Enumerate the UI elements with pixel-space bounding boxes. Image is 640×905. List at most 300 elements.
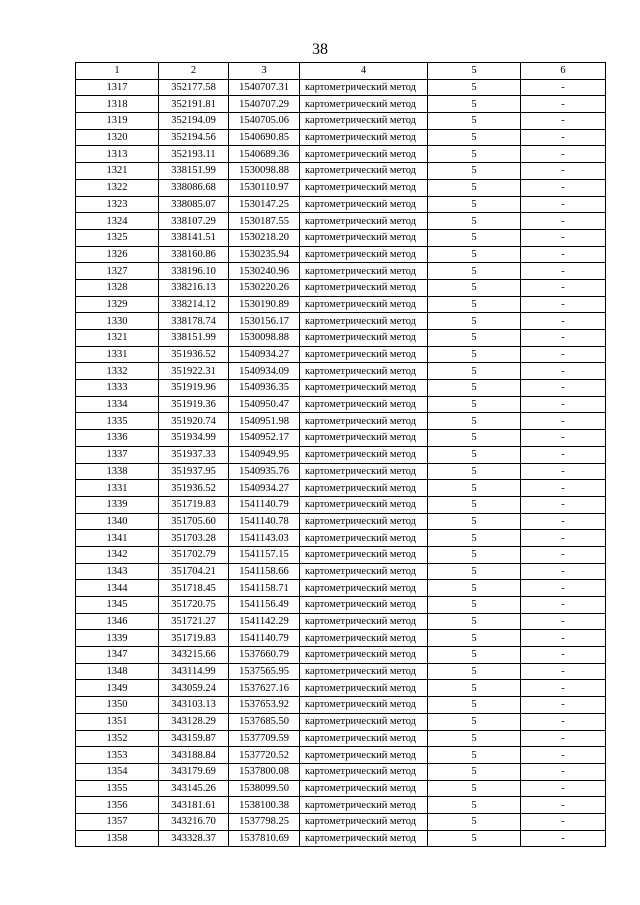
cell-description: - xyxy=(521,213,606,230)
table-row xyxy=(76,480,606,497)
cell-description: - xyxy=(521,229,606,246)
cell-y: 1540934.09 xyxy=(229,363,300,380)
cell-x: 351719.83 xyxy=(159,496,229,513)
table-row xyxy=(76,747,606,764)
cell-accuracy: 5 xyxy=(428,480,521,497)
cell-accuracy: 5 xyxy=(428,246,521,263)
cell-y: 1537798.25 xyxy=(229,813,300,830)
cell-method: картометрический метод xyxy=(300,730,428,747)
cell-accuracy: 5 xyxy=(428,797,521,814)
cell-accuracy: 5 xyxy=(428,630,521,647)
cell-x: 338151.99 xyxy=(159,330,229,347)
cell-description: - xyxy=(521,463,606,480)
cell-x: 351718.45 xyxy=(159,580,229,597)
cell-y: 1537660.79 xyxy=(229,647,300,664)
cell-accuracy: 5 xyxy=(428,96,521,113)
cell-accuracy: 5 xyxy=(428,179,521,196)
page-number: 38 xyxy=(312,41,328,58)
cell-x: 351721.27 xyxy=(159,613,229,630)
cell-x: 351719.83 xyxy=(159,630,229,647)
cell-description: - xyxy=(521,580,606,597)
table-row xyxy=(76,797,606,814)
cell-method: картометрический метод xyxy=(300,279,428,296)
cell-accuracy: 5 xyxy=(428,763,521,780)
cell-accuracy: 5 xyxy=(428,647,521,664)
table-row xyxy=(76,730,606,747)
cell-accuracy: 5 xyxy=(428,663,521,680)
cell-point-number: 1318 xyxy=(76,96,159,113)
table-row xyxy=(76,146,606,163)
cell-description: - xyxy=(521,79,606,96)
cell-method: картометрический метод xyxy=(300,630,428,647)
cell-x: 351704.21 xyxy=(159,563,229,580)
cell-x: 338160.86 xyxy=(159,246,229,263)
table-row xyxy=(76,680,606,697)
cell-point-number: 1325 xyxy=(76,229,159,246)
cell-y: 1540707.31 xyxy=(229,79,300,96)
cell-accuracy: 5 xyxy=(428,613,521,630)
table-row xyxy=(76,229,606,246)
table-row xyxy=(76,830,606,847)
cell-x: 343215.66 xyxy=(159,647,229,664)
cell-method: картометрический метод xyxy=(300,663,428,680)
cell-description: - xyxy=(521,146,606,163)
cell-accuracy: 5 xyxy=(428,496,521,513)
cell-y: 1530187.55 xyxy=(229,213,300,230)
cell-x: 338107.29 xyxy=(159,213,229,230)
cell-x: 338216.13 xyxy=(159,279,229,296)
cell-description: - xyxy=(521,530,606,547)
cell-method: картометрический метод xyxy=(300,813,428,830)
cell-description: - xyxy=(521,763,606,780)
cell-accuracy: 5 xyxy=(428,513,521,530)
cell-accuracy: 5 xyxy=(428,530,521,547)
cell-point-number: 1353 xyxy=(76,747,159,764)
cell-accuracy: 5 xyxy=(428,146,521,163)
cell-y: 1540934.27 xyxy=(229,346,300,363)
cell-description: - xyxy=(521,113,606,130)
cell-method: картометрический метод xyxy=(300,96,428,113)
cell-x: 343328.37 xyxy=(159,830,229,847)
table-row xyxy=(76,763,606,780)
cell-point-number: 1341 xyxy=(76,530,159,547)
cell-description: - xyxy=(521,330,606,347)
cell-y: 1537709.59 xyxy=(229,730,300,747)
cell-description: - xyxy=(521,747,606,764)
cell-point-number: 1324 xyxy=(76,213,159,230)
cell-accuracy: 5 xyxy=(428,697,521,714)
cell-method: картометрический метод xyxy=(300,246,428,263)
cell-accuracy: 5 xyxy=(428,346,521,363)
table-row xyxy=(76,697,606,714)
cell-accuracy: 5 xyxy=(428,747,521,764)
cell-point-number: 1339 xyxy=(76,496,159,513)
table-row xyxy=(76,113,606,130)
cell-y: 1537565.95 xyxy=(229,663,300,680)
table-row xyxy=(76,396,606,413)
cell-y: 1541143.03 xyxy=(229,530,300,547)
cell-x: 352191.81 xyxy=(159,96,229,113)
cell-accuracy: 5 xyxy=(428,813,521,830)
cell-description: - xyxy=(521,830,606,847)
cell-method: картометрический метод xyxy=(300,597,428,614)
cell-description: - xyxy=(521,246,606,263)
cell-y: 1530098.88 xyxy=(229,163,300,180)
cell-x: 351937.33 xyxy=(159,446,229,463)
table-row xyxy=(76,330,606,347)
cell-x: 352193.11 xyxy=(159,146,229,163)
cell-point-number: 1323 xyxy=(76,196,159,213)
column-header-x: 2 xyxy=(159,63,229,80)
cell-point-number: 1355 xyxy=(76,780,159,797)
cell-x: 343159.87 xyxy=(159,730,229,747)
cell-method: картометрический метод xyxy=(300,346,428,363)
cell-accuracy: 5 xyxy=(428,196,521,213)
cell-method: картометрический метод xyxy=(300,179,428,196)
table-row xyxy=(76,296,606,313)
cell-method: картометрический метод xyxy=(300,680,428,697)
cell-point-number: 1340 xyxy=(76,513,159,530)
cell-description: - xyxy=(521,496,606,513)
cell-description: - xyxy=(521,263,606,280)
cell-method: картометрический метод xyxy=(300,613,428,630)
cell-y: 1540950.47 xyxy=(229,396,300,413)
cell-point-number: 1338 xyxy=(76,463,159,480)
cell-y: 1540936.35 xyxy=(229,380,300,397)
cell-accuracy: 5 xyxy=(428,113,521,130)
cell-y: 1541142.29 xyxy=(229,613,300,630)
cell-description: - xyxy=(521,563,606,580)
cell-description: - xyxy=(521,513,606,530)
table-row xyxy=(76,713,606,730)
cell-description: - xyxy=(521,730,606,747)
cell-accuracy: 5 xyxy=(428,780,521,797)
cell-description: - xyxy=(521,296,606,313)
cell-method: картометрический метод xyxy=(300,513,428,530)
cell-method: картометрический метод xyxy=(300,229,428,246)
cell-method: картометрический метод xyxy=(300,79,428,96)
cell-description: - xyxy=(521,380,606,397)
cell-description: - xyxy=(521,346,606,363)
cell-point-number: 1348 xyxy=(76,663,159,680)
cell-method: картометрический метод xyxy=(300,446,428,463)
cell-method: картометрический метод xyxy=(300,747,428,764)
cell-x: 351703.28 xyxy=(159,530,229,547)
cell-description: - xyxy=(521,813,606,830)
cell-y: 1540951.98 xyxy=(229,413,300,430)
cell-y: 1530218.20 xyxy=(229,229,300,246)
cell-method: картометрический метод xyxy=(300,546,428,563)
cell-method: картометрический метод xyxy=(300,363,428,380)
cell-point-number: 1336 xyxy=(76,430,159,447)
cell-y: 1530240.96 xyxy=(229,263,300,280)
table-row xyxy=(76,163,606,180)
table-row xyxy=(76,313,606,330)
cell-method: картометрический метод xyxy=(300,780,428,797)
cell-y: 1541157.15 xyxy=(229,546,300,563)
cell-y: 1537685.50 xyxy=(229,713,300,730)
cell-method: картометрический метод xyxy=(300,480,428,497)
table-row xyxy=(76,597,606,614)
cell-method: картометрический метод xyxy=(300,380,428,397)
cell-accuracy: 5 xyxy=(428,396,521,413)
table-row xyxy=(76,430,606,447)
cell-description: - xyxy=(521,430,606,447)
cell-method: картометрический метод xyxy=(300,113,428,130)
cell-x: 343216.70 xyxy=(159,813,229,830)
cell-point-number: 1352 xyxy=(76,730,159,747)
cell-description: - xyxy=(521,163,606,180)
cell-point-number: 1321 xyxy=(76,330,159,347)
cell-y: 1537627.16 xyxy=(229,680,300,697)
cell-y: 1541158.71 xyxy=(229,580,300,597)
cell-description: - xyxy=(521,196,606,213)
cell-point-number: 1351 xyxy=(76,713,159,730)
cell-method: картометрический метод xyxy=(300,129,428,146)
cell-x: 343179.69 xyxy=(159,763,229,780)
cell-point-number: 1346 xyxy=(76,613,159,630)
cell-method: картометрический метод xyxy=(300,563,428,580)
cell-y: 1541140.79 xyxy=(229,496,300,513)
cell-x: 352194.09 xyxy=(159,113,229,130)
table-row xyxy=(76,246,606,263)
cell-point-number: 1337 xyxy=(76,446,159,463)
table-row xyxy=(76,513,606,530)
cell-point-number: 1317 xyxy=(76,79,159,96)
cell-description: - xyxy=(521,797,606,814)
cell-description: - xyxy=(521,396,606,413)
cell-method: картометрический метод xyxy=(300,496,428,513)
table-row xyxy=(76,79,606,96)
cell-accuracy: 5 xyxy=(428,730,521,747)
cell-point-number: 1343 xyxy=(76,563,159,580)
cell-x: 351720.75 xyxy=(159,597,229,614)
cell-point-number: 1350 xyxy=(76,697,159,714)
cell-accuracy: 5 xyxy=(428,296,521,313)
table-row xyxy=(76,780,606,797)
cell-point-number: 1356 xyxy=(76,797,159,814)
table-body xyxy=(76,79,606,847)
cell-accuracy: 5 xyxy=(428,580,521,597)
cell-point-number: 1342 xyxy=(76,546,159,563)
cell-x: 351936.52 xyxy=(159,480,229,497)
cell-x: 343145.26 xyxy=(159,780,229,797)
cell-accuracy: 5 xyxy=(428,229,521,246)
table-row xyxy=(76,563,606,580)
table-row xyxy=(76,179,606,196)
cell-y: 1540935.76 xyxy=(229,463,300,480)
table-row xyxy=(76,346,606,363)
cell-method: картометрический метод xyxy=(300,413,428,430)
table-row xyxy=(76,263,606,280)
cell-accuracy: 5 xyxy=(428,830,521,847)
cell-method: картометрический метод xyxy=(300,263,428,280)
cell-point-number: 1347 xyxy=(76,647,159,664)
cell-accuracy: 5 xyxy=(428,546,521,563)
cell-method: картометрический метод xyxy=(300,146,428,163)
cell-description: - xyxy=(521,680,606,697)
cell-point-number: 1313 xyxy=(76,146,159,163)
cell-y: 1530098.88 xyxy=(229,330,300,347)
cell-x: 343188.84 xyxy=(159,747,229,764)
cell-y: 1537800.08 xyxy=(229,763,300,780)
table-row xyxy=(76,96,606,113)
cell-x: 338196.10 xyxy=(159,263,229,280)
cell-x: 343114.99 xyxy=(159,663,229,680)
cell-y: 1538099.50 xyxy=(229,780,300,797)
table-row xyxy=(76,380,606,397)
cell-x: 338214.12 xyxy=(159,296,229,313)
cell-point-number: 1335 xyxy=(76,413,159,430)
cell-method: картометрический метод xyxy=(300,713,428,730)
cell-x: 338086.68 xyxy=(159,179,229,196)
cell-point-number: 1333 xyxy=(76,380,159,397)
cell-description: - xyxy=(521,780,606,797)
cell-y: 1541158.66 xyxy=(229,563,300,580)
cell-point-number: 1354 xyxy=(76,763,159,780)
cell-accuracy: 5 xyxy=(428,563,521,580)
cell-method: картометрический метод xyxy=(300,396,428,413)
cell-x: 352194.56 xyxy=(159,129,229,146)
cell-y: 1540690.85 xyxy=(229,129,300,146)
cell-description: - xyxy=(521,663,606,680)
cell-point-number: 1332 xyxy=(76,363,159,380)
table-row xyxy=(76,613,606,630)
table-row xyxy=(76,279,606,296)
cell-description: - xyxy=(521,713,606,730)
cell-point-number: 1322 xyxy=(76,179,159,196)
cell-x: 338151.99 xyxy=(159,163,229,180)
cell-method: картометрический метод xyxy=(300,763,428,780)
cell-method: картометрический метод xyxy=(300,530,428,547)
cell-description: - xyxy=(521,363,606,380)
cell-accuracy: 5 xyxy=(428,446,521,463)
cell-y: 1540689.36 xyxy=(229,146,300,163)
cell-point-number: 1344 xyxy=(76,580,159,597)
cell-x: 343103.13 xyxy=(159,697,229,714)
cell-accuracy: 5 xyxy=(428,363,521,380)
cell-accuracy: 5 xyxy=(428,713,521,730)
cell-point-number: 1329 xyxy=(76,296,159,313)
cell-x: 351705.60 xyxy=(159,513,229,530)
cell-x: 351937.95 xyxy=(159,463,229,480)
cell-y: 1537720.52 xyxy=(229,747,300,764)
cell-point-number: 1334 xyxy=(76,396,159,413)
cell-description: - xyxy=(521,480,606,497)
cell-x: 338178.74 xyxy=(159,313,229,330)
cell-method: картометрический метод xyxy=(300,463,428,480)
table-row xyxy=(76,630,606,647)
cell-accuracy: 5 xyxy=(428,163,521,180)
cell-method: картометрический метод xyxy=(300,313,428,330)
cell-accuracy: 5 xyxy=(428,279,521,296)
cell-accuracy: 5 xyxy=(428,413,521,430)
cell-x: 351934.99 xyxy=(159,430,229,447)
cell-method: картометрический метод xyxy=(300,213,428,230)
cell-description: - xyxy=(521,613,606,630)
table-row xyxy=(76,446,606,463)
cell-x: 351919.36 xyxy=(159,396,229,413)
cell-y: 1530110.97 xyxy=(229,179,300,196)
cell-y: 1530156.17 xyxy=(229,313,300,330)
table-row xyxy=(76,647,606,664)
cell-point-number: 1349 xyxy=(76,680,159,697)
cell-x: 343059.24 xyxy=(159,680,229,697)
table-row xyxy=(76,129,606,146)
cell-point-number: 1321 xyxy=(76,163,159,180)
cell-y: 1541156.49 xyxy=(229,597,300,614)
coordinates-table xyxy=(75,62,606,847)
cell-x: 351919.96 xyxy=(159,380,229,397)
cell-x: 351922.31 xyxy=(159,363,229,380)
cell-accuracy: 5 xyxy=(428,680,521,697)
cell-method: картометрический метод xyxy=(300,580,428,597)
table-row xyxy=(76,496,606,513)
cell-description: - xyxy=(521,647,606,664)
cell-x: 351920.74 xyxy=(159,413,229,430)
table-row xyxy=(76,580,606,597)
table-row xyxy=(76,530,606,547)
cell-method: картометрический метод xyxy=(300,430,428,447)
cell-y: 1538100.38 xyxy=(229,797,300,814)
cell-x: 352177.58 xyxy=(159,79,229,96)
table-row xyxy=(76,546,606,563)
cell-point-number: 1320 xyxy=(76,129,159,146)
cell-y: 1530190.89 xyxy=(229,296,300,313)
cell-method: картометрический метод xyxy=(300,697,428,714)
cell-method: картометрический метод xyxy=(300,647,428,664)
cell-point-number: 1358 xyxy=(76,830,159,847)
cell-y: 1541140.79 xyxy=(229,630,300,647)
cell-point-number: 1345 xyxy=(76,597,159,614)
cell-x: 343128.29 xyxy=(159,713,229,730)
cell-method: картометрический метод xyxy=(300,163,428,180)
cell-description: - xyxy=(521,129,606,146)
table-row xyxy=(76,196,606,213)
cell-accuracy: 5 xyxy=(428,597,521,614)
cell-y: 1530147.25 xyxy=(229,196,300,213)
cell-description: - xyxy=(521,446,606,463)
cell-point-number: 1339 xyxy=(76,630,159,647)
table-row xyxy=(76,813,606,830)
cell-point-number: 1326 xyxy=(76,246,159,263)
column-header-method: 4 xyxy=(300,63,428,80)
cell-description: - xyxy=(521,697,606,714)
cell-accuracy: 5 xyxy=(428,263,521,280)
cell-method: картометрический метод xyxy=(300,330,428,347)
column-header-description: 6 xyxy=(521,63,606,80)
cell-point-number: 1330 xyxy=(76,313,159,330)
cell-point-number: 1331 xyxy=(76,480,159,497)
cell-x: 351936.52 xyxy=(159,346,229,363)
cell-description: - xyxy=(521,597,606,614)
cell-y: 1530220.26 xyxy=(229,279,300,296)
cell-accuracy: 5 xyxy=(428,463,521,480)
cell-accuracy: 5 xyxy=(428,213,521,230)
column-header-point-number: 1 xyxy=(76,63,159,80)
cell-x: 338141.51 xyxy=(159,229,229,246)
cell-accuracy: 5 xyxy=(428,330,521,347)
cell-description: - xyxy=(521,546,606,563)
table-row xyxy=(76,363,606,380)
cell-description: - xyxy=(521,413,606,430)
table-row xyxy=(76,213,606,230)
cell-x: 343181.61 xyxy=(159,797,229,814)
cell-y: 1540707.29 xyxy=(229,96,300,113)
cell-description: - xyxy=(521,279,606,296)
cell-description: - xyxy=(521,96,606,113)
cell-y: 1540934.27 xyxy=(229,480,300,497)
